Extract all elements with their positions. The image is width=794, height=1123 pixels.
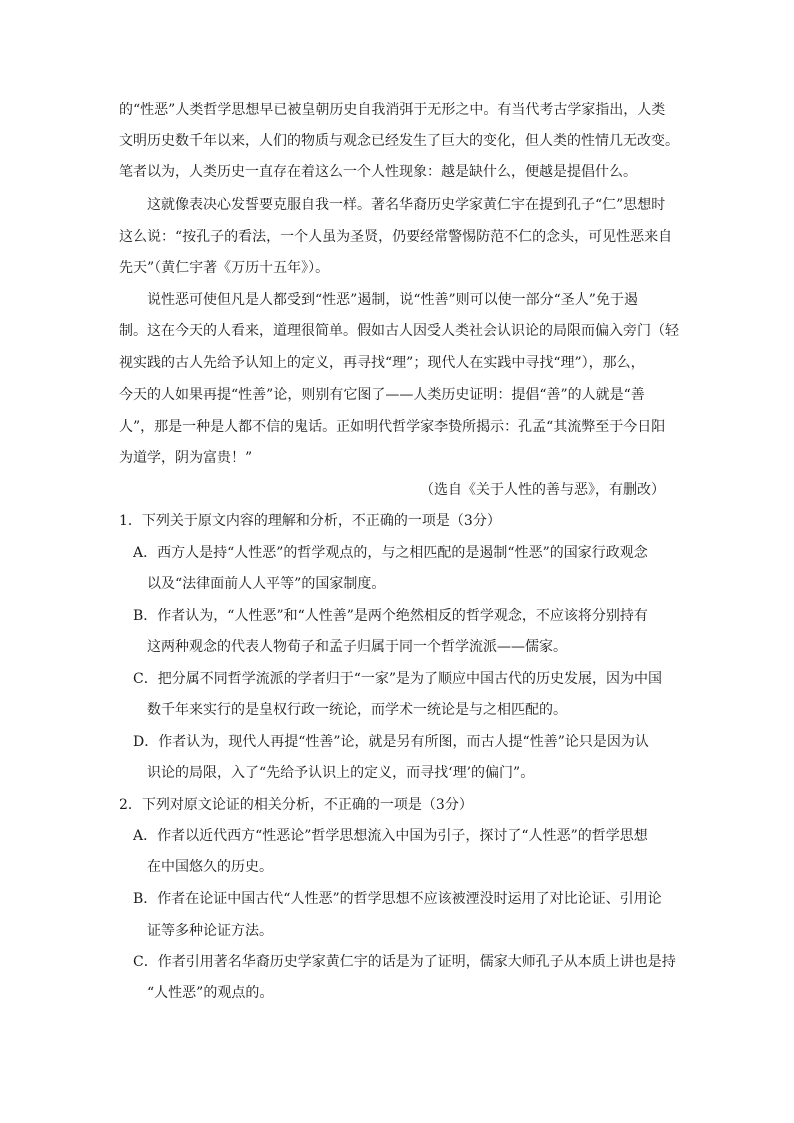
option-c-cont: 数千年来实行的是皇权行政一统论，而学术一统论是与之相匹配的。 xyxy=(147,702,567,718)
passage-line: 的“性恶”人类哲学思想早已被皇朝历史自我消弭于无形之中。有当代考古学家指出，人类 xyxy=(119,102,666,118)
passage-line: 说性恶可使但凡是人都受到“性恶”遏制，说“性善”则可以使一部分“圣人”免于遏 xyxy=(147,292,638,308)
passage-line: 先天”（黄仁宇著《万历十五年》）。 xyxy=(119,260,330,276)
option-b: B．作者认为，“人性恶”和“人性善”是两个绝然相反的哲学观念，不应该将分别持有 xyxy=(133,608,648,624)
passage-source: （选自《关于人性的善与恶》，有删改） xyxy=(420,482,665,498)
passage-line: 这么说：“按孔子的看法，一个人虽为圣贤，仍要经常警惕防范不仁的念头，可见性恶来自 xyxy=(119,229,673,245)
option-c: C．作者引用著名华裔历史学家黄仁宇的话是为了证明，儒家大师孔子从本质上讲也是持 xyxy=(133,954,676,970)
passage-line: 制。这在今天的人看来，道理很简单。假如古人因受人类社会认识论的局限而偏入旁门（轻 xyxy=(119,323,679,339)
option-a: A．西方人是持“人性恶”的哲学观点的，与之相匹配的是遏制“性恶”的国家行政观念 xyxy=(133,545,648,561)
option-a-cont: 以及“法律面前人人平等”的国家制度。 xyxy=(147,576,386,592)
option-b-cont: 证等多种论证方法。 xyxy=(147,923,273,939)
passage-line: 笔者以为，人类历史一直存在着这么一个人性现象：越是缺什么，便越是提倡什么。 xyxy=(119,164,637,180)
option-b-cont: 这两种观念的代表人物荀子和孟子归属于同一个哲学流派——儒家。 xyxy=(147,639,567,655)
passage-line: 视实践的古人先给予认知上的定义，再寻找“理”；现代人在实践中寻找“理”），那么， xyxy=(119,355,645,371)
question-stem: 1．下列关于原文内容的理解和分析，不正确的一项是（3分） xyxy=(119,513,501,529)
option-d-cont: 识论的局限，入了“先给予认识上的定义，而寻找‘理’的偏门”。 xyxy=(147,765,535,781)
option-a: A．作者以近代西方“性恶论”哲学思想流入中国为引子，探讨了“人性恶”的哲学思想 xyxy=(133,828,648,844)
passage-line: 今天的人如果再提“性善”论，则别有它图了——人类历史证明：提倡“善”的人就是“善 xyxy=(119,387,645,403)
passage-line: 这就像表决心发誓要克服自我一样。著名华裔历史学家黄仁宇在提到孔子“仁”思想时 xyxy=(147,197,666,213)
passage-line: 为道学，阴为富贵！” xyxy=(119,450,253,466)
passage-line: 人”，那是一种是人都不信的鬼话。正如明代哲学家李贽所揭示：孔孟“其流弊至于今日阳 xyxy=(119,419,666,435)
option-a-cont: 在中国悠久的历史。 xyxy=(147,859,273,875)
passage-line: 文明历史数千年以来，人们的物质与观念已经发生了巨大的变化，但人类的性情几无改变。 xyxy=(119,133,679,149)
option-c: C．把分属不同哲学流派的学者归于“一家”是为了顺应中国古代的历史发展，因为中国 xyxy=(133,671,663,687)
question-stem: 2．下列对原文论证的相关分析，不正确的一项是（3分） xyxy=(119,797,473,813)
option-b: B．作者在论证中国古代“人性恶”的哲学思想不应该被湮没时运用了对比论证、引用论 xyxy=(133,891,662,907)
option-c-cont: “人性恶”的观点的。 xyxy=(147,985,274,1001)
option-d: D．作者认为，现代人再提“性善”论，就是另有所图，而古人提“性善”论只是因为认 xyxy=(133,734,649,750)
